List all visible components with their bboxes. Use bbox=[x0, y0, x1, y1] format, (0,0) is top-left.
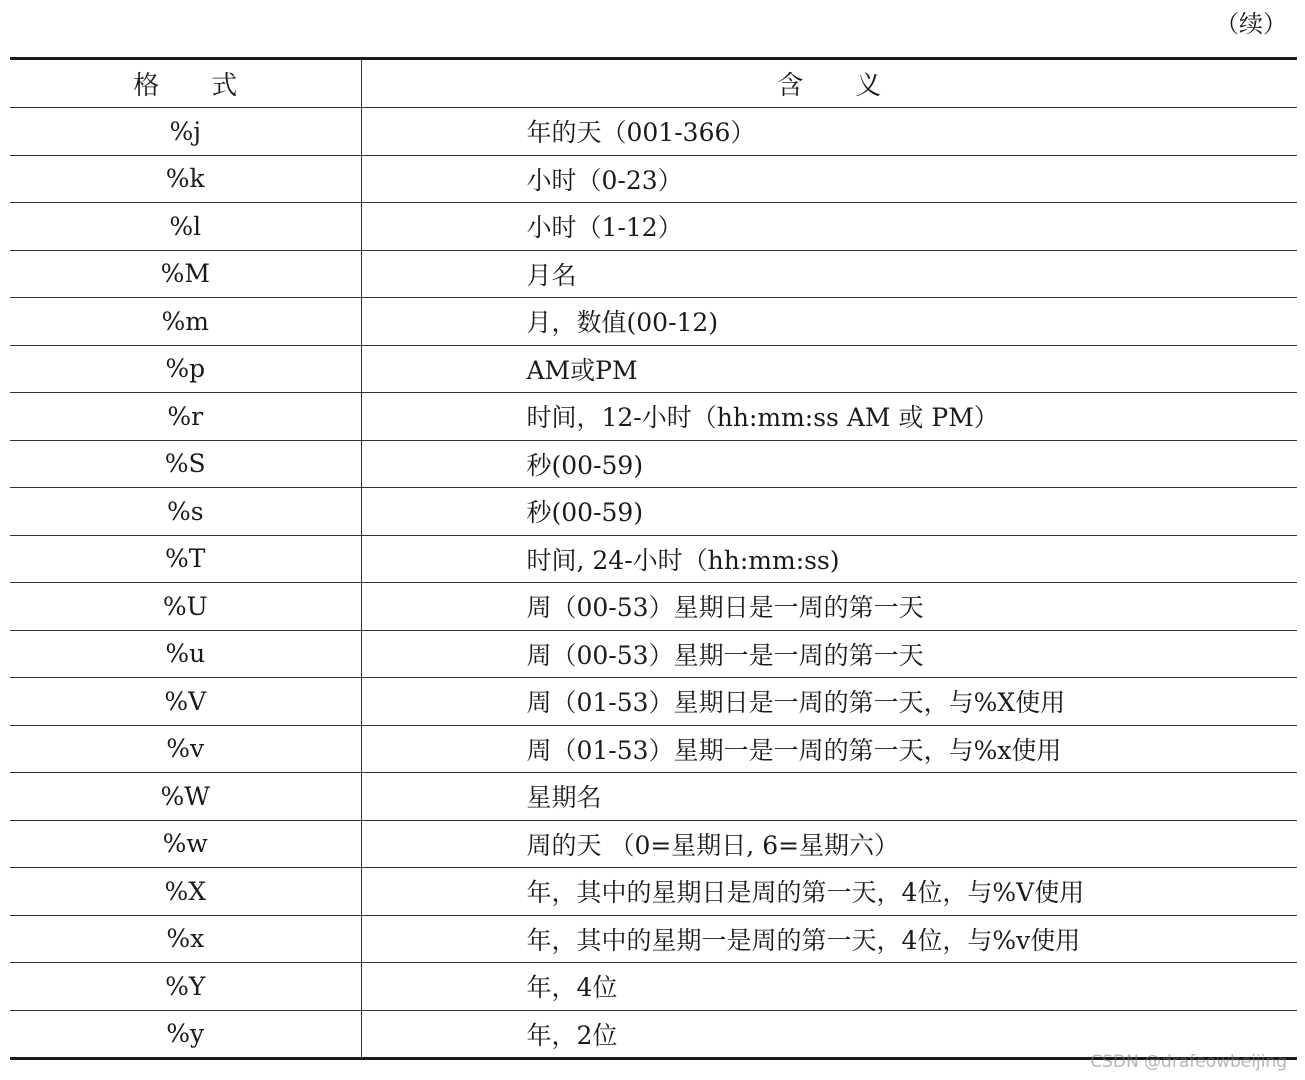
format-cell: %m bbox=[10, 298, 361, 346]
format-cell: %W bbox=[10, 773, 361, 821]
date-format-table bbox=[10, 57, 1297, 1060]
column-header-format bbox=[10, 59, 361, 108]
meaning-cell: 周（01-53）星期一是一周的第一天，与%x使用 bbox=[361, 725, 1297, 773]
continued-label: （续） bbox=[1215, 10, 1287, 38]
format-cell: %p bbox=[10, 345, 361, 393]
meaning-cell: 小时（1-12） bbox=[361, 203, 1297, 251]
column-header-meaning bbox=[361, 59, 1297, 108]
meaning-cell: 年，2位 bbox=[361, 1010, 1297, 1059]
meaning-cell: 周的天 （0=星期日, 6=星期六） bbox=[361, 820, 1297, 868]
meaning-cell: 周（01-53）星期日是一周的第一天，与%X使用 bbox=[361, 678, 1297, 726]
table-row bbox=[10, 440, 1297, 488]
table-row bbox=[10, 203, 1297, 251]
table-body bbox=[10, 108, 1297, 1059]
meaning-cell: 秒(00-59) bbox=[361, 440, 1297, 488]
meaning-cell: 时间, 24-小时（hh:mm:ss) bbox=[361, 535, 1297, 583]
meaning-cell: 周（00-53）星期日是一周的第一天 bbox=[361, 583, 1297, 631]
table-row bbox=[10, 298, 1297, 346]
meaning-cell: 月名 bbox=[361, 250, 1297, 298]
format-cell: %r bbox=[10, 393, 361, 441]
format-cell: %M bbox=[10, 250, 361, 298]
table-row bbox=[10, 868, 1297, 916]
column-header-format-text: 格 式 bbox=[133, 71, 238, 101]
format-cell: %w bbox=[10, 820, 361, 868]
meaning-cell: 小时（0-23） bbox=[361, 155, 1297, 203]
csdn-watermark: CSDN @drafeowbeijing bbox=[1090, 1052, 1287, 1072]
table-row bbox=[10, 155, 1297, 203]
meaning-cell: 星期名 bbox=[361, 773, 1297, 821]
meaning-cell: AM或PM bbox=[361, 345, 1297, 393]
table-row bbox=[10, 963, 1297, 1011]
format-cell: %Y bbox=[10, 963, 361, 1011]
column-header-meaning-text: 含 义 bbox=[777, 71, 882, 101]
meaning-cell: 秒(00-59) bbox=[361, 488, 1297, 536]
meaning-cell: 时间，12-小时（hh:mm:ss AM 或 PM） bbox=[361, 393, 1297, 441]
meaning-cell: 年，4位 bbox=[361, 963, 1297, 1011]
format-cell: %j bbox=[10, 108, 361, 156]
table-row bbox=[10, 915, 1297, 963]
format-cell: %X bbox=[10, 868, 361, 916]
format-cell: %v bbox=[10, 725, 361, 773]
format-cell: %T bbox=[10, 535, 361, 583]
table-row bbox=[10, 820, 1297, 868]
format-cell: %l bbox=[10, 203, 361, 251]
meaning-cell: 周（00-53）星期一是一周的第一天 bbox=[361, 630, 1297, 678]
table-row bbox=[10, 250, 1297, 298]
table-row bbox=[10, 393, 1297, 441]
table-row bbox=[10, 773, 1297, 821]
table-header-row bbox=[10, 59, 1297, 108]
table-row bbox=[10, 725, 1297, 773]
format-cell: %U bbox=[10, 583, 361, 631]
table-header bbox=[10, 59, 1297, 108]
format-cell: %S bbox=[10, 440, 361, 488]
table-row bbox=[10, 345, 1297, 393]
table-row bbox=[10, 678, 1297, 726]
table-row bbox=[10, 488, 1297, 536]
format-cell: %x bbox=[10, 915, 361, 963]
format-cell: %y bbox=[10, 1010, 361, 1059]
date-format-table-container bbox=[10, 57, 1297, 1060]
meaning-cell: 年的天（001-366） bbox=[361, 108, 1297, 156]
table-row bbox=[10, 583, 1297, 631]
format-cell: %s bbox=[10, 488, 361, 536]
meaning-cell: 年，其中的星期日是周的第一天，4位，与%V使用 bbox=[361, 868, 1297, 916]
meaning-cell: 月，数值(00-12) bbox=[361, 298, 1297, 346]
table-row bbox=[10, 535, 1297, 583]
meaning-cell: 年，其中的星期一是周的第一天，4位，与%v使用 bbox=[361, 915, 1297, 963]
format-cell: %k bbox=[10, 155, 361, 203]
table-row bbox=[10, 630, 1297, 678]
format-cell: %V bbox=[10, 678, 361, 726]
table-row bbox=[10, 108, 1297, 156]
format-cell: %u bbox=[10, 630, 361, 678]
